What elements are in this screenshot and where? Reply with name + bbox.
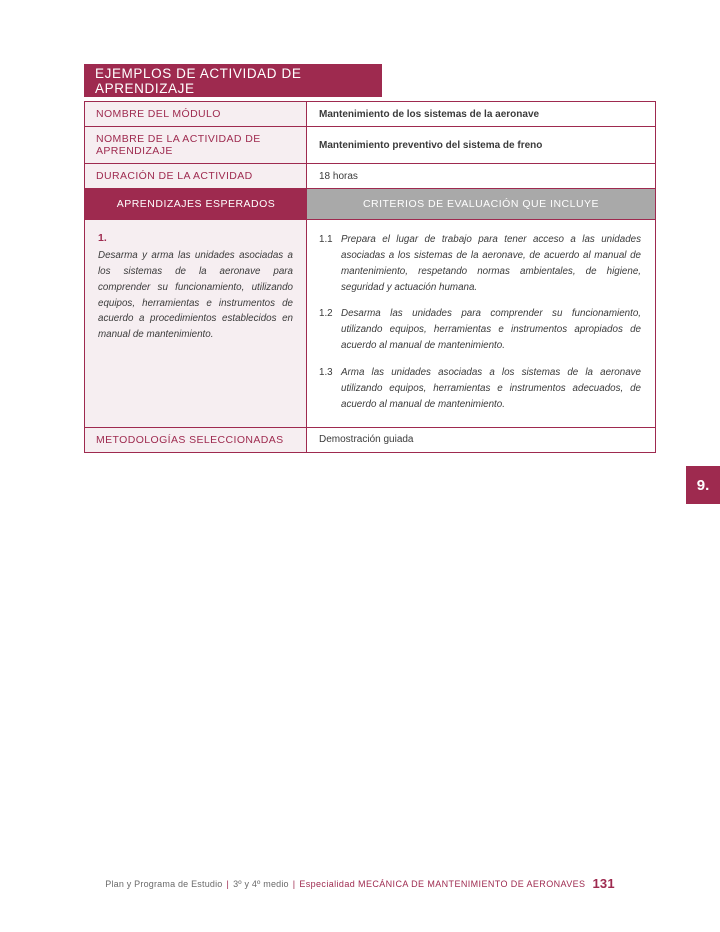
table-row: [85, 127, 655, 164]
row-label-methodology: METODOLOGÍAS SELECCIONADAS: [85, 428, 307, 452]
evaluation-criteria-cell: [307, 220, 655, 427]
chapter-side-tab-label: 9.: [696, 476, 710, 494]
footer-specialty: Especialidad MECÁNICA DE MANTENIMIENTO DE AERONAVES: [299, 879, 586, 889]
table-row: [85, 428, 655, 452]
row-label-activity-name: NOMBRE DE LA ACTIVIDAD DE APRENDIZAJE: [85, 127, 307, 163]
row-value-duration: 18 horas: [319, 170, 358, 182]
learning-outcome-text: Desarma y arma las unidades asociadas a los sistemas de la aeronave para comprender su funcionamiento, utilizando equipos, herramientas e instrumentos de acuerdo a procedimientos establecidos en manual de mantenimiento.: [98, 250, 293, 341]
header-evaluation-criteria: CRITERIOS DE EVALUACIÓN QUE INCLUYE: [307, 189, 655, 219]
row-label-module: NOMBRE DEL MÓDULO: [85, 102, 307, 126]
activity-table: [84, 101, 656, 453]
criterion-key: 1.3: [319, 367, 333, 379]
table-row: [85, 164, 655, 189]
learning-outcome-cell: [85, 220, 307, 427]
row-value-methodology: Demostración guiada: [319, 434, 414, 446]
table-body-row: [85, 220, 655, 428]
footer-separator-1: |: [226, 879, 230, 889]
table-row: [85, 102, 655, 127]
footer-page-number: 131: [592, 876, 615, 891]
learning-outcome-number: 1.: [98, 232, 107, 244]
criterion-item: [319, 306, 641, 354]
table-column-headers: [85, 189, 655, 220]
chapter-side-tab: [686, 466, 720, 504]
page-footer: [0, 876, 720, 891]
criterion-key: 1.2: [319, 308, 333, 320]
section-banner: [84, 64, 382, 97]
criterion-key: 1.1: [319, 234, 333, 245]
criterion-text: Desarma las unidades para comprender su funcionamiento, utilizando equipos, herramientas e instrumentos apropiados de acuerdo al manual de mantenimiento.: [341, 308, 641, 352]
criterion-item: [319, 232, 641, 295]
row-value-module: Mantenimiento de los sistemas de la aeronave: [319, 108, 540, 120]
criterion-text: Arma las unidades asociadas a los sistemas de la aeronave utilizando equipos, herramientas e instrumentos adecuados, de acuerdo al manual de mantenimiento.: [341, 367, 641, 410]
footer-level: 3º y 4º medio: [233, 879, 289, 889]
criterion-text: Prepara el lugar de trabajo para tener acceso a las unidades asociadas a los sistemas de la aeronave, de acuerdo al manual de mantenimiento, respetando normas ambientales, de higiene, seguridad y actuación humana.: [341, 234, 641, 293]
section-banner-title: EJEMPLOS DE ACTIVIDAD DE APRENDIZAJE: [95, 65, 302, 96]
footer-document: Plan y Programa de Estudio: [105, 879, 223, 889]
row-label-duration: DURACIÓN DE LA ACTIVIDAD: [85, 164, 307, 188]
header-learning-outcomes: APRENDIZAJES ESPERADOS: [85, 189, 307, 219]
footer-separator-2: |: [292, 879, 296, 889]
criterion-item: [319, 365, 641, 413]
row-value-activity-name: Mantenimiento preventivo del sistema de freno: [319, 139, 543, 151]
